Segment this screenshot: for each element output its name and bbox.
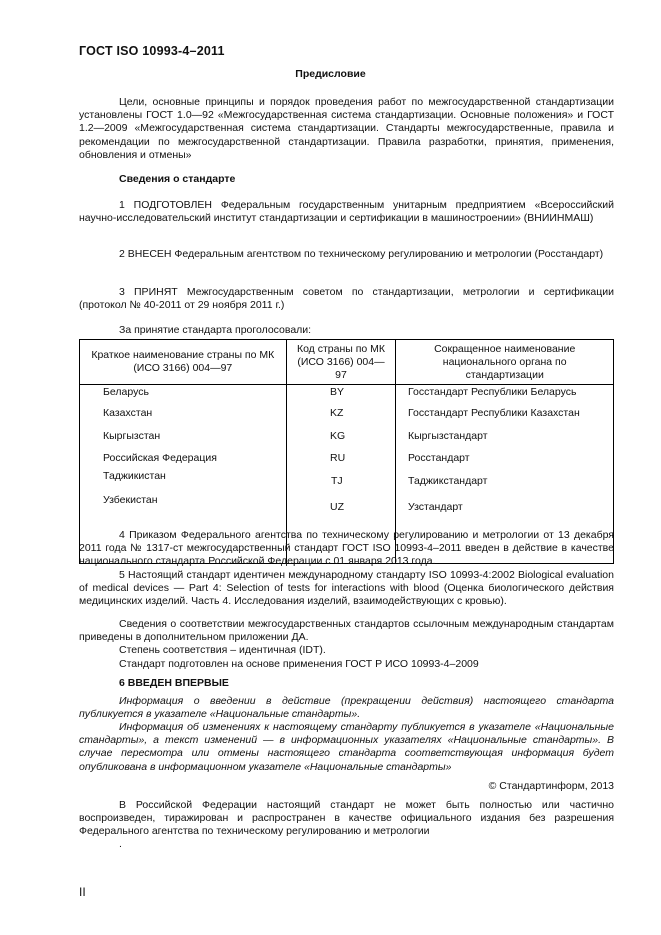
page-title: Предисловие — [295, 68, 366, 80]
table-cell-org: Кыргызстандарт — [408, 430, 488, 442]
table-cell-code: BY — [330, 386, 345, 398]
document-code: ГОСТ ISO 10993-4–2011 — [79, 44, 225, 58]
table-cell-org: Узстандарт — [408, 501, 463, 513]
table-cell-country: Узбекистан — [103, 494, 158, 506]
section-title: Сведения о стандарте — [119, 173, 236, 185]
table-cell-org: Росстандарт — [408, 452, 470, 464]
info-paragraph-1: Информация о введении в действие (прекращении действия) настоящего стандарта публикуется в указателе «Национальные стандарты». — [79, 695, 614, 721]
table-header-row — [80, 340, 614, 385]
table-cell-org: Госстандарт Республики Беларусь — [408, 386, 577, 398]
info-paragraph-2: Информация об изменениях к настоящему стандарту публикуется в указателе «Национальные стандарты», а текст изменений — в информационных указателях «Национальные стандарты». В случае пересмотра или отмены настоящего стандарта соответствующая информация будет опубликована в информационном указателе «Национальные стандарты» — [79, 721, 614, 773]
table-cell-org: Таджикстандарт — [408, 475, 488, 487]
table-cell-code: UZ — [330, 501, 344, 513]
item-3: 3 ПРИНЯТ Межгосударственным советом по стандартизации, метрологии и сертификации (протокол № 40-2011 от 29 ноября 2011 г.) — [79, 286, 614, 312]
degree-line: Степень соответствия – идентичная (IDT). — [119, 644, 326, 656]
header-organization: Сокращенное наименование национального органа по стандартизации — [396, 340, 614, 385]
item-4: 4 Приказом Федерального агентства по техническому регулированию и метрологии от 13 декабря 2011 года № 1317-ст межгосударственный стандарт ГОСТ ISO 10993-4–2011 введен в действие в качестве национального стандарта Российской Федерации с 01 января 2013 года. — [79, 529, 614, 568]
table-cell-country: Кыргызстан — [103, 430, 161, 442]
table-cell-code: KG — [330, 430, 346, 442]
table-cell-code: RU — [330, 452, 346, 464]
table-cell-org: Госстандарт Республики Казахстан — [408, 407, 580, 419]
item-1: 1 ПОДГОТОВЛЕН Федеральным государственным унитарным предприятием «Всероссийский научно-исследовательский институт стандартизации и сертификации в машиностроении» (ВНИИНМАШ) — [79, 199, 614, 225]
vote-intro: За принятие стандарта проголосовали: — [119, 324, 312, 336]
table-cell-country: Таджикистан — [103, 470, 166, 482]
item-6: 6 ВВЕДЕН ВПЕРВЫЕ — [119, 677, 229, 689]
page-number: II — [79, 885, 86, 899]
rights-paragraph: В Российской Федерации настоящий стандарт не может быть полностью или частично воспроизведен, тиражирован и распространен в качестве официального издания без разрешения Федерального агентства по техническому регулированию и метрологии — [79, 799, 614, 838]
header-code: Код страны по МК (ИСО 3166) 004—97 — [286, 340, 396, 385]
header-country: Краткое наименование страны по МК (ИСО 3166) 004—97 — [80, 340, 287, 385]
basis-line: Стандарт подготовлен на основе применения ГОСТ Р ИСО 10993-4–2009 — [119, 658, 479, 670]
copyright: © Стандартинформ, 2013 — [488, 780, 614, 792]
intro-paragraph: Цели, основные принципы и порядок проведения работ по межгосударственной стандартизации установлены ГОСТ 1.0—92 «Межгосударственная система стандартизации. Основные положения» и ГОСТ 1.2—2009 «Межгосударственная система стандартизации. Стандарты межгосударственные, правила и рекомендации по межгосударственной стандартизации. Правила разработки, принятия, применения, обновления и отмены» — [79, 96, 614, 161]
item-5: 5 Настоящий стандарт идентичен международному стандарту ISO 10993-4:2002 Biological evaluation of medical devices — Part 4: Selection of tests for interactions with blood (Оценка биологического действия медицинских изделий. Часть 4. Исследования изделий, взаимодействующих с кровью). — [79, 569, 614, 608]
item-2: 2 ВНЕСЕН Федеральным агентством по техническому регулированию и метрологии (Росстандарт) — [119, 248, 604, 260]
conformity-paragraph: Сведения о соответствии межгосударственных стандартов ссылочным международным стандартам приведены в дополнительном приложении ДА. — [79, 618, 614, 644]
table-cell-country: Казахстан — [103, 407, 153, 419]
table-cell-country: Российская Федерация — [103, 452, 217, 464]
trailing-dot: . — [119, 838, 122, 850]
table-cell-code: TJ — [331, 475, 343, 487]
table-cell-country: Беларусь — [103, 386, 149, 398]
table-cell-code: KZ — [330, 407, 344, 419]
